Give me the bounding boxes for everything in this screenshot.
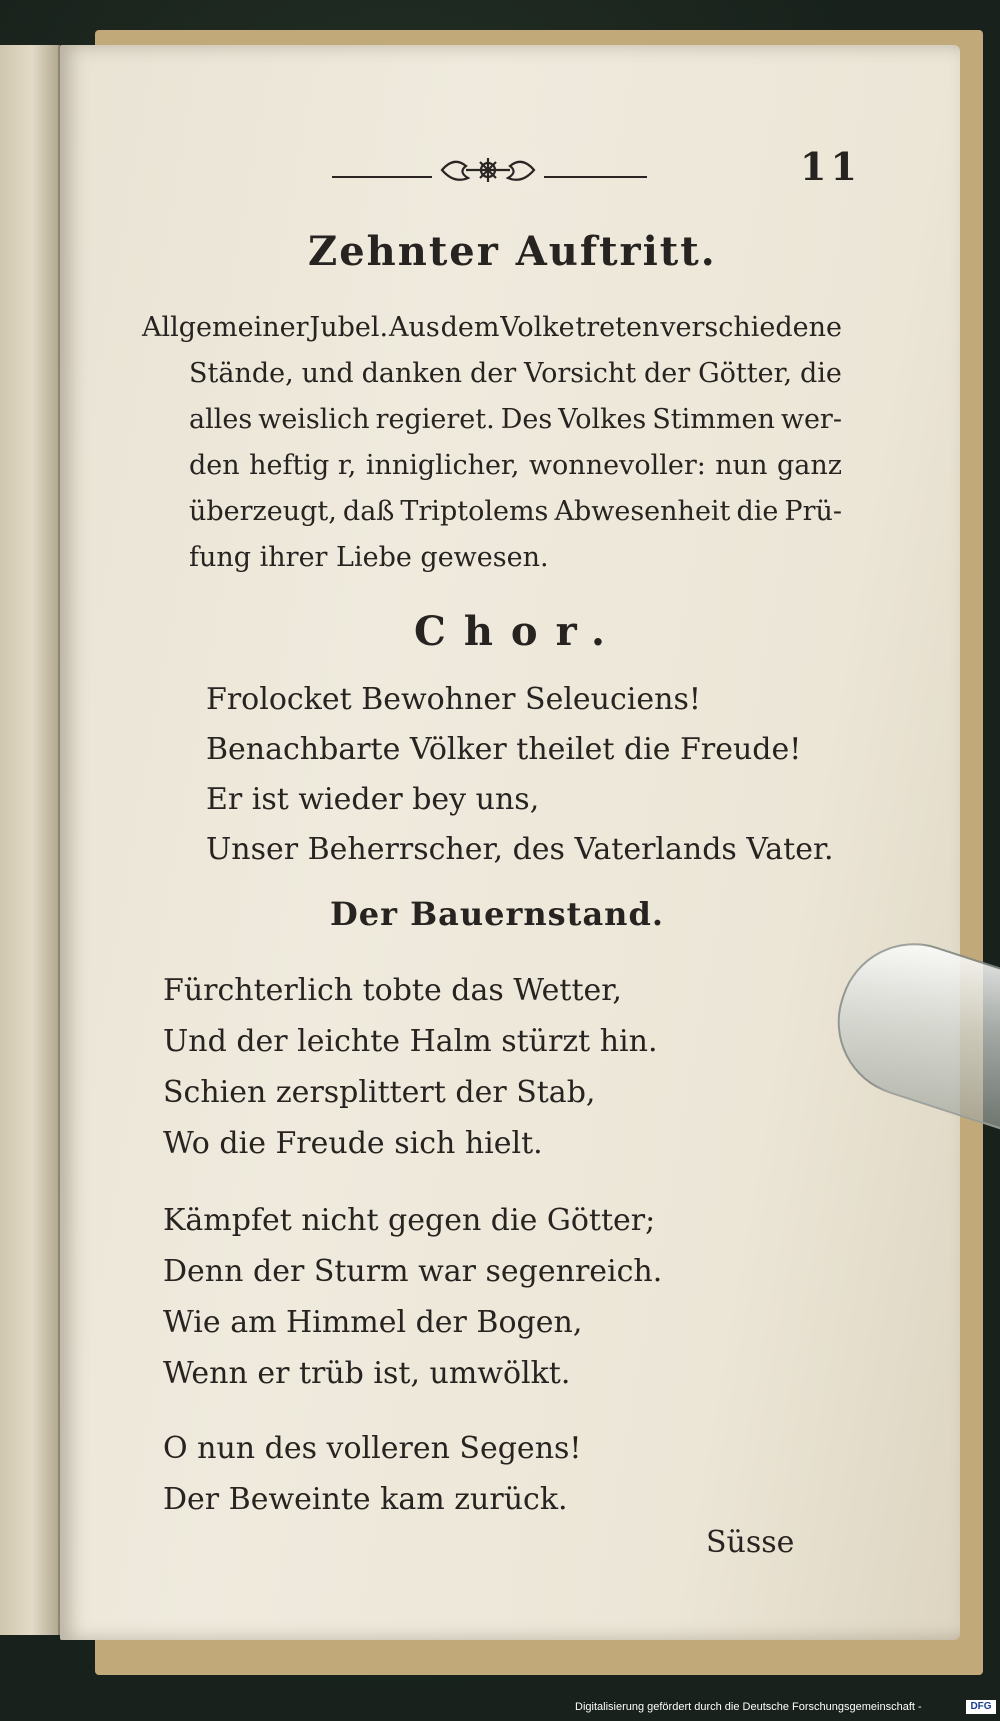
scene-title: Zehnter Auftritt. xyxy=(308,228,717,275)
dfg-logo-icon: DFG xyxy=(966,1700,996,1714)
footer-credit: Digitalisierung gefördert durch die Deutsche Forschungsgemeinschaft - xyxy=(575,1701,922,1713)
ornament-icon xyxy=(432,150,544,190)
stage-direction xyxy=(142,305,842,581)
stage-direction-line-1: Allgemeiner Jubel. Aus dem Volke treten verschiedene xyxy=(142,312,842,343)
stage-direction-line-6: fung ihrer Liebe gewesen. xyxy=(189,542,549,573)
verse-line: Unser Beherrscher, des Vaterlands Vater. xyxy=(206,832,834,867)
verse-line: Kämpfet nicht gegen die Götter; xyxy=(163,1203,656,1238)
verse-line: O nun des volleren Segens! xyxy=(163,1431,582,1466)
stage-direction-line-3: alles weislich regieret. Des Volkes Stimmen wer- xyxy=(189,404,842,435)
verse-line: Der Beweinte kam zurück. xyxy=(163,1482,568,1517)
stanza-2 xyxy=(163,1195,662,1399)
facing-page-edge xyxy=(0,45,60,1635)
verse-line: Und der leichte Halm stürzt hin. xyxy=(163,1024,658,1059)
chor-verse xyxy=(206,675,834,875)
page-number: 11 xyxy=(800,144,861,189)
verse-line: Fürchterlich tobte das Wetter, xyxy=(163,973,622,1008)
stage-direction-line-2: Stände, und danken der Vorsicht der Götter, die xyxy=(189,358,842,389)
verse-line: Wie am Himmel der Bogen, xyxy=(163,1305,583,1340)
stage-direction-line-5: überzeugt, daß Triptolems Abwesenheit die Prü- xyxy=(189,496,842,527)
stanza-1 xyxy=(163,965,658,1169)
verse-line: Wo die Freude sich hielt. xyxy=(163,1126,543,1161)
verse-line: Benachbarte Völker theilet die Freude! xyxy=(206,732,802,767)
verse-line: Schien zersplittert der Stab, xyxy=(163,1075,596,1110)
verse-line: Frolocket Bewohner Seleuciens! xyxy=(206,682,701,717)
speaker-heading: Der Bauernstand. xyxy=(330,895,664,933)
stanza-3 xyxy=(163,1423,581,1525)
verse-line: Denn der Sturm war segenreich. xyxy=(163,1254,663,1289)
verse-line: Er ist wieder bey uns, xyxy=(206,782,540,817)
chor-heading: Chor. xyxy=(414,608,623,655)
stage-direction-line-4: den heftig r, inniglicher, wonnevoller: nun ganz xyxy=(189,450,842,481)
catchword: Süsse xyxy=(706,1525,795,1560)
verse-line: Wenn er trüb ist, umwölkt. xyxy=(163,1356,571,1391)
